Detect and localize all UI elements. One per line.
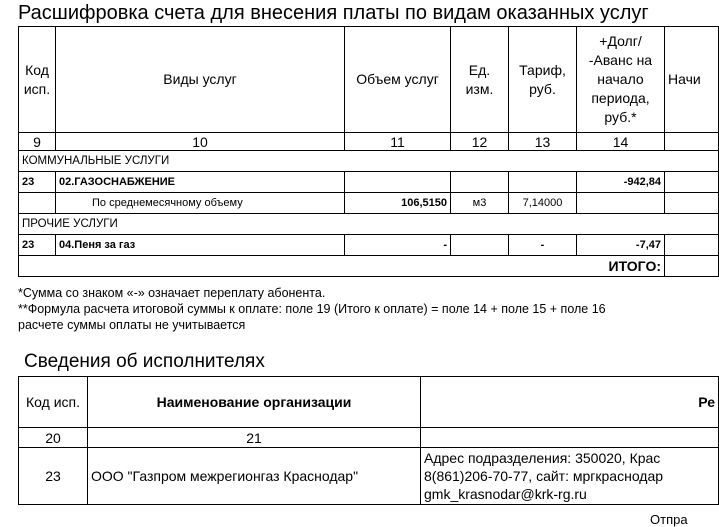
cell-debt: -7,47 [577, 235, 665, 256]
cell-unit [451, 235, 509, 256]
footnote-3: расчете суммы оплаты не учитывается [18, 318, 246, 332]
table-row [19, 235, 719, 256]
address-line: Адрес подразделения: 350020, Крас [424, 450, 661, 466]
cell-debt: -942,84 [577, 172, 665, 193]
col-number [421, 428, 719, 448]
table-row [19, 448, 719, 505]
col-number: 14 [577, 133, 665, 151]
providers-table [18, 376, 719, 505]
cell-accrued [665, 235, 719, 256]
cell-service: По среднемесячному объему [56, 193, 345, 214]
cell-volume [345, 172, 451, 193]
cell-tariff [509, 172, 577, 193]
header-row [19, 27, 719, 133]
col-number: 11 [345, 133, 451, 151]
total-row [19, 256, 719, 277]
address-line: 8(861)206-70-77, сайт: мргкраснодар [424, 468, 664, 484]
col-number: 9 [19, 133, 56, 151]
header-org: Наименование организации [88, 377, 421, 428]
col-number: 21 [88, 428, 421, 448]
col-number [665, 133, 719, 151]
header-row [19, 377, 719, 428]
group-row-other [19, 214, 719, 235]
cell-unit: м3 [451, 193, 509, 214]
cell-service: 02.ГАЗОСНАБЖЕНИЕ [56, 172, 345, 193]
section2-title: Сведения об исполнителях [24, 351, 265, 372]
cell-accrued [665, 172, 719, 193]
group-row-utilities [19, 151, 719, 172]
header-debt: +Долг/ -Аванс на начало периода, руб.* [577, 27, 665, 133]
cell-code [19, 193, 56, 214]
header-service: Виды услуг [56, 27, 345, 133]
cell-tariff: - [509, 235, 577, 256]
cell-address [421, 448, 719, 505]
column-number-row [19, 428, 719, 448]
total-value [665, 256, 719, 277]
group-label: ПРОЧИЕ УСЛУГИ [19, 214, 719, 235]
header-requisites: Ре [421, 377, 719, 428]
cell-unit [451, 172, 509, 193]
column-number-row [19, 133, 719, 151]
header-accrued: Начи [665, 27, 719, 133]
header-code: Код исп. [19, 27, 56, 133]
cell-volume: 106,5150 [345, 193, 451, 214]
cell-code: 23 [19, 448, 88, 505]
table-row [19, 193, 719, 214]
services-breakdown-table [18, 26, 719, 277]
group-label: КОММУНАЛЬНЫЕ УСЛУГИ [19, 151, 719, 172]
col-number: 10 [56, 133, 345, 151]
cell-tariff: 7,14000 [509, 193, 577, 214]
header-tariff: Тариф, руб. [509, 27, 577, 133]
footnote-1: *Сумма со знаком «-» означает переплату абонента. [18, 286, 326, 300]
email-link[interactable]: gmk_krasnodar@krk-rg.ru [424, 486, 587, 502]
total-label: ИТОГО: [19, 256, 665, 277]
cell-accrued [665, 193, 719, 214]
cell-code: 23 [19, 172, 56, 193]
footnotes [18, 285, 606, 333]
cell-code: 23 [19, 235, 56, 256]
col-number: 20 [19, 428, 88, 448]
table-row [19, 172, 719, 193]
col-number: 12 [451, 133, 509, 151]
col-number: 13 [509, 133, 577, 151]
cell-org: ООО "Газпром межрегионгаз Краснодар" [88, 448, 421, 505]
footnote-2: **Формула расчета итоговой суммы к оплате: поле 19 (Итого к оплате) = поле 14 + поле 15 + поле 16 [18, 302, 606, 316]
header-code: Код исп. [19, 377, 88, 428]
cell-volume: - [345, 235, 451, 256]
header-volume: Объем услуг [345, 27, 451, 133]
header-unit: Ед. изм. [451, 27, 509, 133]
footer-fragment: Отпра [650, 512, 688, 527]
cell-service: 04.Пеня за газ [56, 235, 345, 256]
section1-title: Расшифровка счета для внесения платы по видам оказанных услуг [18, 2, 649, 24]
cell-debt [577, 193, 665, 214]
